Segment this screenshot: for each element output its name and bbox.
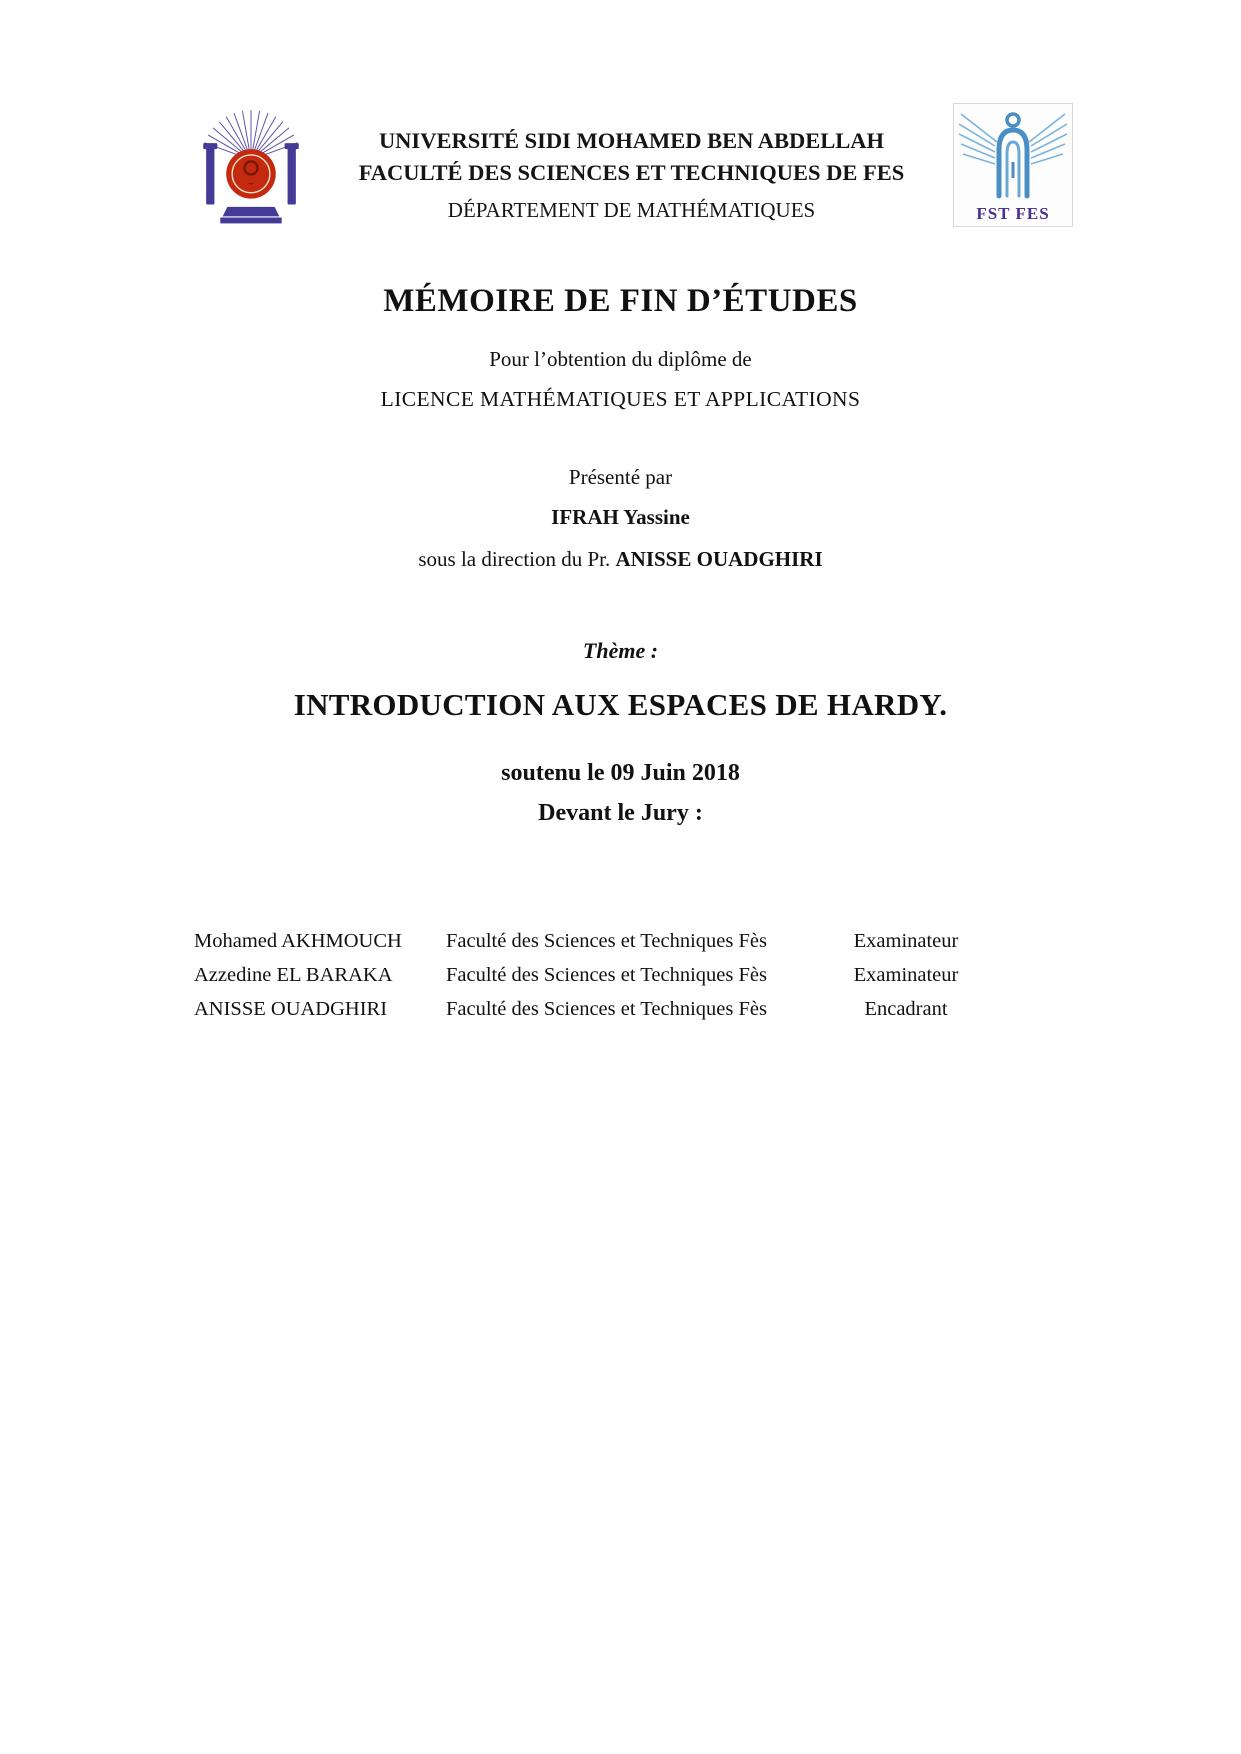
university-emblem-icon xyxy=(192,103,310,227)
defense-date: soutenu le 09 Juin 2018 xyxy=(501,760,740,786)
header xyxy=(0,103,1241,227)
presented-by-label: Présenté par xyxy=(568,465,673,489)
jury-member-role: Examinateur xyxy=(853,964,959,986)
jury-member-affiliation: Faculté des Sciences et Techniques Fès xyxy=(446,930,767,952)
degree-name: LICENCE MATHÉMATIQUES ET APPLICATIONS xyxy=(380,387,861,411)
department-name: DÉPARTEMENT DE MATHÉMATIQUES xyxy=(447,197,816,222)
fst-fes-caption: FST FES xyxy=(976,204,1050,223)
header-text xyxy=(310,103,953,223)
university-name: UNIVERSITÉ SIDI MOHAMED BEN ABDELLAH xyxy=(378,128,885,153)
jury-member-name: Mohamed AKHMOUCH xyxy=(194,930,402,952)
jury-member-affiliation: Faculté des Sciences et Techniques Fès xyxy=(446,998,767,1020)
supervision-prefix: sous la direction du Pr. xyxy=(418,547,616,571)
memoir-title: MÉMOIRE DE FIN D’ÉTUDES xyxy=(383,283,858,319)
supervisor-name: ANISSE OUADGHIRI xyxy=(615,547,823,571)
jury-member-role: Examinateur xyxy=(853,930,959,952)
jury-member-affiliation: Faculté des Sciences et Techniques Fès xyxy=(446,964,767,986)
jury-member-name: Azzedine EL BARAKA xyxy=(194,964,393,986)
university-logo xyxy=(192,103,310,227)
diploma-subtitle: Pour l’obtention du diplôme de xyxy=(489,347,752,371)
jury-table xyxy=(194,930,1241,1021)
jury-member-role: Encadrant xyxy=(864,998,948,1020)
faculty-name: FACULTÉ DES SCIENCES ET TECHNIQUES DE FES xyxy=(358,159,905,185)
supervision-line xyxy=(0,547,1241,572)
jury-member-name: ANISSE OUADGHIRI xyxy=(194,998,388,1020)
theme-label: Thème : xyxy=(582,638,659,663)
fst-fes-arch-icon xyxy=(957,108,1069,205)
author-name: IFRAH Yassine xyxy=(551,505,690,529)
jury-heading: Devant le Jury : xyxy=(538,800,703,826)
theme-title: INTRODUCTION AUX ESPACES DE HARDY. xyxy=(293,687,948,722)
fst-fes-logo xyxy=(953,103,1073,227)
